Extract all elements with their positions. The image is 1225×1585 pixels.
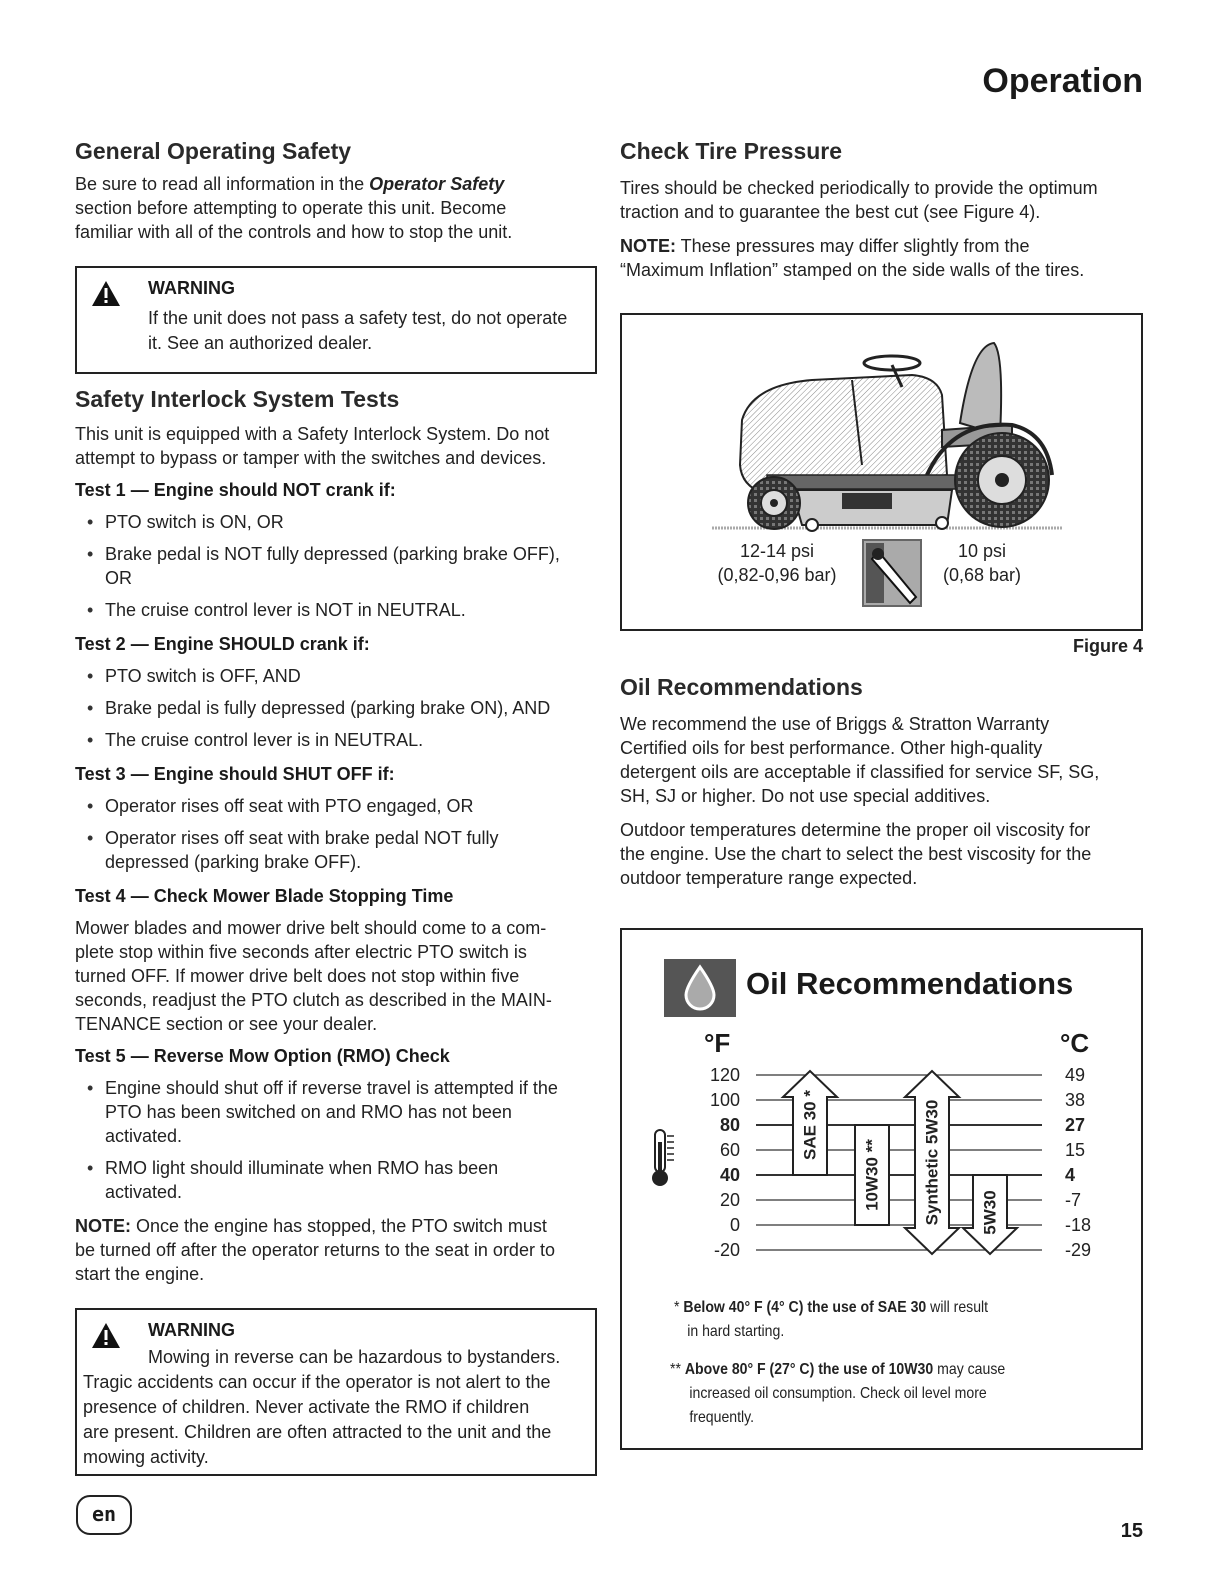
oil-chart-box: [620, 928, 1143, 1450]
fahrenheit-tick: 60: [719, 1140, 740, 1160]
test3-list: [75, 794, 545, 882]
footnote-10w30: ** Above 80° F (27° C) the use of 10W30 may cause increased oil consumption. Check oil level more frequently.: [670, 1361, 1006, 1426]
interlock-text: This unit is equipped with a Safety Interlock System. Do not attempt to bypass or tamper with the switches and devices.: [75, 424, 550, 468]
page-header-title: Operation: [982, 62, 1143, 100]
warning-label: WARNING: [148, 1320, 235, 1340]
oil-label: 10W30 **: [862, 1139, 882, 1211]
list-item: • Operator rises off seat with brake pedal NOT fully depressed (parking brake OFF).: [75, 826, 545, 874]
oil-chart-title: Oil Recommendations: [746, 966, 1074, 1001]
warning-text: If the unit does not pass a safety test, do not operate it. See an authorized dealer.: [148, 308, 568, 353]
list-item: • Operator rises off seat with PTO engaged, OR: [75, 794, 545, 818]
oil-label: Synthetic 5W30: [922, 1099, 942, 1226]
figure-4-box: [620, 313, 1143, 631]
warning-label: WARNING: [148, 278, 235, 298]
oil-recommendations-heading: Oil Recommendations: [620, 674, 863, 700]
test5-heading: Test 5 — Reverse Mow Option (RMO) Check: [75, 1046, 450, 1066]
front-tire-pressure: 12-14 psi (0,82-0,96 bar): [717, 541, 837, 585]
figure-4-caption: Figure 4: [1072, 636, 1143, 656]
rmo-note: NOTE: Once the engine has stopped, the PTO switch must be turned off after the operator returns to the seat in order to start the engine.: [75, 1216, 555, 1284]
footnote-sae30: * Below 40° F (4° C) the use of SAE 30 will result in hard starting.: [674, 1299, 989, 1340]
celsius-tick: -7: [1065, 1190, 1082, 1210]
fahrenheit-tick: 40: [719, 1165, 740, 1185]
oil-label: SAE 30 *: [800, 1090, 820, 1160]
test4-heading: Test 4 — Check Mower Blade Stopping Time: [75, 886, 454, 906]
test4-text: Mower blades and mower drive belt should come to a com- plete stop within five seconds after electric PTO switch is turned OFF. If mower drive belt does not stop within five seconds, readjust the PTO clutch as described in the MAIN- TENANCE section or see your dealer.: [75, 918, 552, 1034]
fahrenheit-tick: 120: [709, 1065, 740, 1085]
oil-viscosity-text: Outdoor temperatures determine the proper oil viscosity for the engine. Use the chart to select the best viscosity for the outdoor temperature range expected.: [620, 820, 1092, 888]
celsius-unit: °C: [1060, 1028, 1090, 1058]
general-safety-text: Be sure to read all information in the Operator Safety section before attempting to operate this unit. Become familiar with all of the controls and how to stop the unit.: [75, 174, 513, 242]
test3-heading: Test 3 — Engine should SHUT OFF if:: [75, 764, 395, 784]
celsius-tick: 49: [1065, 1065, 1086, 1085]
fahrenheit-tick: -20: [713, 1240, 740, 1260]
warning-box-reverse: [75, 1308, 597, 1476]
celsius-tick: 38: [1065, 1090, 1086, 1110]
celsius-tick: 27: [1065, 1115, 1086, 1135]
list-item: • RMO light should illuminate when RMO has been activated.: [75, 1156, 580, 1204]
fahrenheit-tick: 0: [729, 1215, 740, 1235]
warning-box-safety-test: [75, 266, 597, 374]
tire-gauge-icon: [862, 539, 922, 607]
list-item: • The cruise control lever is in NEUTRAL.: [75, 728, 605, 752]
tire-pressure-text: Tires should be checked periodically to provide the optimum traction and to guarantee the best cut (see Figure 4).: [620, 178, 1098, 222]
celsius-tick: 4: [1065, 1165, 1076, 1185]
list-item: • Brake pedal is fully depressed (parking brake ON), AND: [75, 696, 605, 720]
celsius-tick: 15: [1065, 1140, 1086, 1160]
fahrenheit-tick: 80: [719, 1115, 740, 1135]
test1-heading: Test 1 — Engine should NOT crank if:: [75, 480, 396, 500]
fahrenheit-unit: °F: [704, 1028, 731, 1058]
list-item: • PTO switch is OFF, AND: [75, 664, 605, 688]
page-number: 15: [1120, 1520, 1143, 1542]
oil-label: 5W30: [980, 1190, 1000, 1235]
fahrenheit-tick: 100: [709, 1090, 740, 1110]
general-safety-heading: General Operating Safety: [75, 138, 352, 164]
test2-heading: Test 2 — Engine SHOULD crank if:: [75, 634, 370, 654]
list-item: • Engine should shut off if reverse travel is attempted if the PTO has been switched on and RMO has not been activated.: [75, 1076, 580, 1148]
fahrenheit-tick: 20: [719, 1190, 740, 1210]
tire-pressure-heading: Check Tire Pressure: [620, 138, 843, 164]
riding-mower-illustration: [712, 325, 1062, 545]
list-item: • The cruise control lever is NOT in NEUTRAL.: [75, 598, 565, 622]
list-item: • PTO switch is ON, OR: [75, 510, 565, 534]
oil-recommendations-text: We recommend the use of Briggs & Stratton Warranty Certified oils for best performance. Other high-quality detergent oils are acceptable if classified for service SF, SG, SH, SJ or higher. Do not use special additives.: [620, 714, 1100, 806]
list-item: • Brake pedal is NOT fully depressed (parking brake OFF), OR: [75, 542, 565, 590]
operator-safety-ref: Operator Safety: [369, 174, 505, 194]
celsius-tick: -29: [1065, 1240, 1092, 1260]
language-badge: en: [76, 1495, 132, 1535]
test2-list: [75, 664, 605, 760]
test5-list: [75, 1076, 580, 1212]
test1-list: [75, 510, 565, 630]
warning-text: Mowing in reverse can be hazardous to bystanders. Tragic accidents can occur if the operator is not alert to the presence of children. Never activate the RMO if children are present. Children are often attracted to the unit and the mowing activity.: [83, 1347, 561, 1467]
celsius-tick: -18: [1065, 1215, 1092, 1235]
rear-tire-pressure: 10 psi (0,68 bar): [942, 541, 1022, 585]
warning-triangle-icon: [91, 280, 121, 307]
tire-pressure-note: NOTE: These pressures may differ slightly from the “Maximum Inflation” stamped on the side walls of the tires.: [620, 236, 1085, 280]
interlock-heading: Safety Interlock System Tests: [75, 386, 400, 412]
